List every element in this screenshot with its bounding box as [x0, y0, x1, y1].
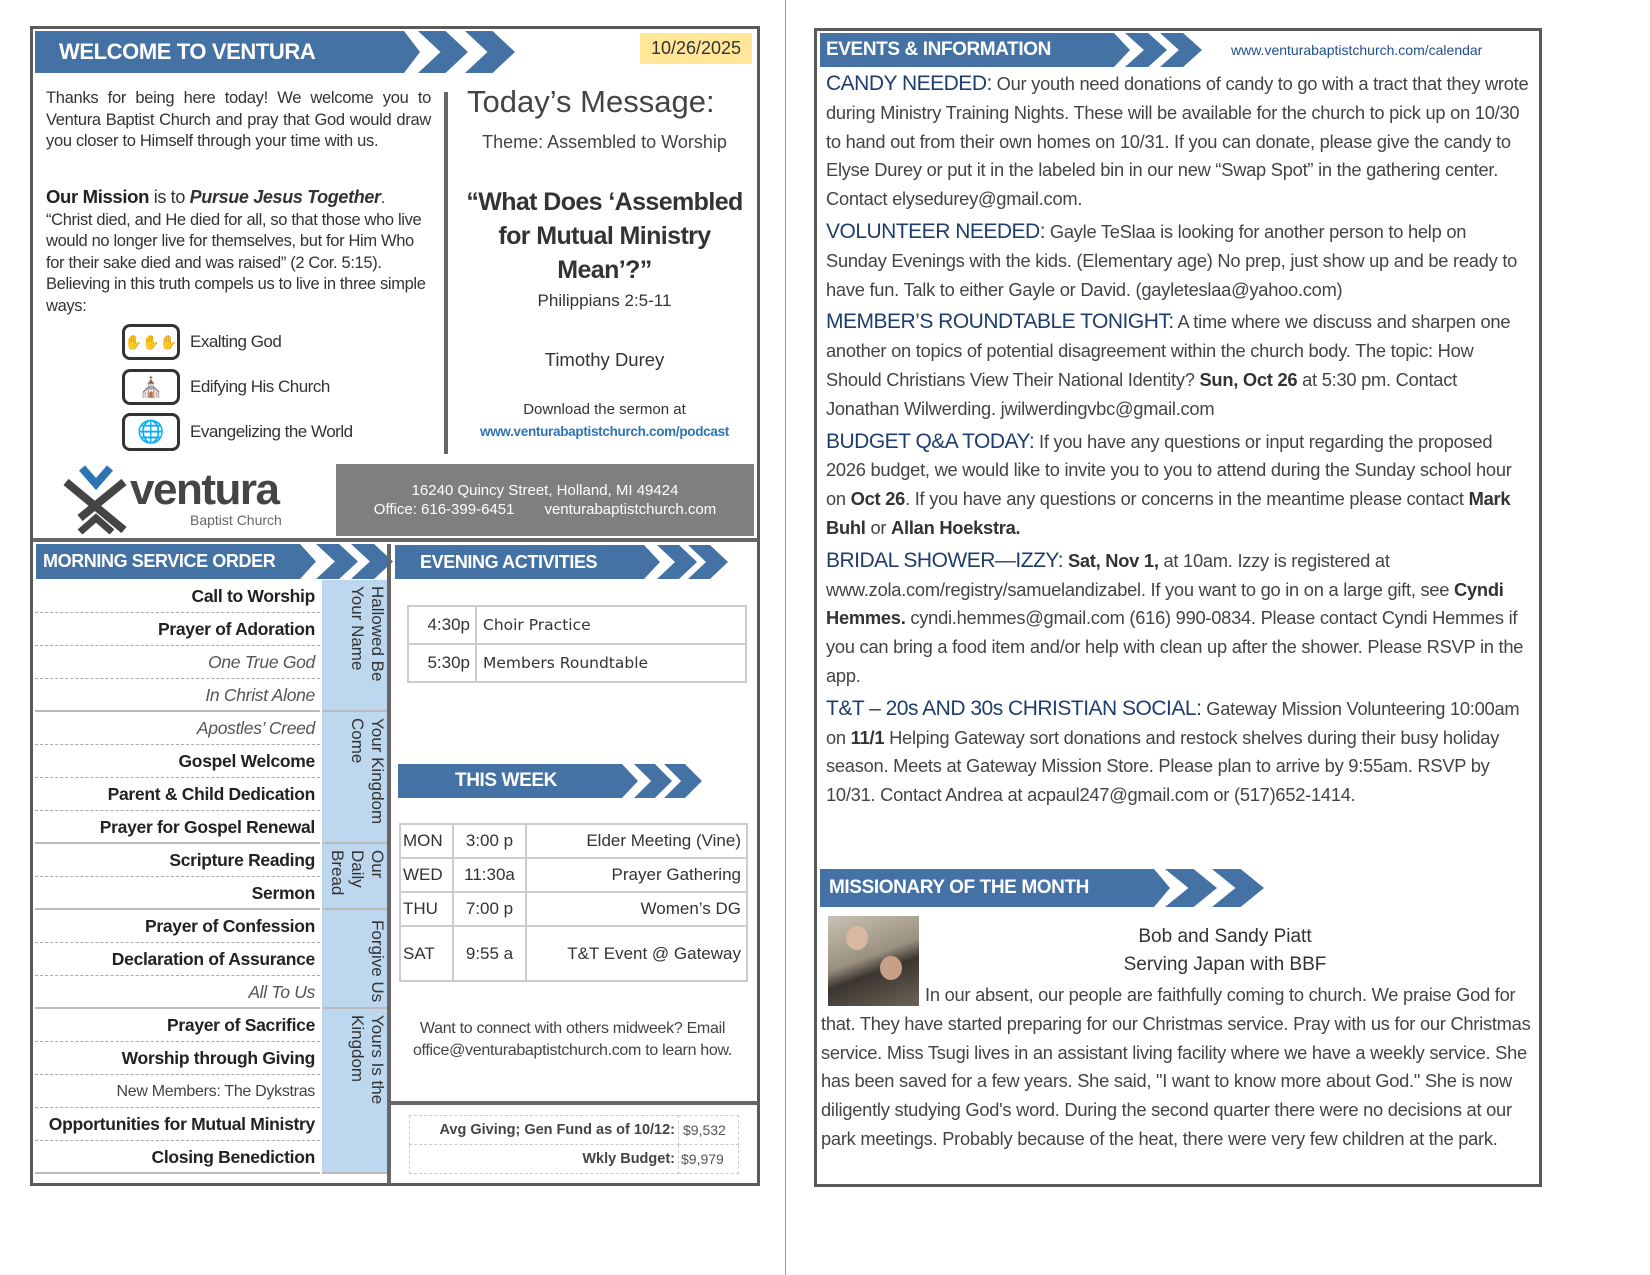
events-list: [826, 70, 1531, 814]
church-website[interactable]: venturabaptistchurch.com: [544, 501, 717, 518]
event-highlight: 11/1: [850, 726, 885, 748]
morning-service-heading: MORNING SERVICE ORDER: [43, 551, 276, 571]
missionary-body: In our absent, our people are faithfully coming to church. We praise God for that. They have started preparing for our Christmas service. Pray with us for our Christmas service. Miss Tsugi lives in an assistant living facility where we have a weekly service. She has been saved for a few years. She said, "I want to know more about God." She is now diligently studying God's word. During the second quarter there were no decisions at our park meetings. Probably because of the heat, there were very few children at the park.: [821, 984, 1531, 1149]
event-highlight: Sun, Oct 26: [1199, 368, 1298, 390]
event-highlight: Sat, Nov 1,: [1067, 549, 1159, 571]
way-exalting: [122, 324, 281, 360]
evening-time: 4:30p: [408, 606, 476, 644]
service-section-label: Yours Is the Kingdom: [322, 1009, 387, 1174]
event-item: [826, 218, 1531, 304]
mission-is-to: is to: [149, 187, 190, 207]
this-week-banner: [398, 764, 703, 798]
globe-icon: 🌐: [122, 413, 180, 451]
event-title: VOLUNTEER NEEDED:: [826, 219, 1046, 243]
giving-table: [409, 1115, 739, 1174]
avg-giving-value: $9,532: [679, 1116, 739, 1145]
service-item: Declaration of Assurance: [35, 943, 320, 976]
way-label: Exalting God: [190, 332, 282, 351]
service-item: Call to Worship: [35, 580, 320, 613]
table-row: [410, 1116, 739, 1145]
missionary-heading: MISSIONARY OF THE MONTH: [829, 877, 1089, 898]
this-week-table: [399, 823, 748, 982]
message-rule: [444, 92, 448, 454]
evening-activity: Choir Practice: [476, 606, 746, 644]
welcome-intro: Thanks for being here today! We welcome you to Ventura Baptist Church and pray that God would draw you closer to Himself through your time with us.: [46, 89, 431, 150]
event-text: Our youth need donations of candy to go with a tract that they wrote during Ministry Training Nights. These will be available for the church to pick up on 10/30 to hand out from their own homes on 10/31. If you can donate, please give the candy to Elyse Durey or put it in the labeled bin in our new “Swap Spot” in the gathering center. Contact elysedurey@gmail.com.: [826, 73, 1529, 210]
service-item: Scripture Reading: [35, 844, 320, 877]
service-item: Prayer of Confession: [35, 910, 320, 943]
message-theme: Theme: Assembled to Worship: [482, 132, 727, 152]
event-text: If you have any questions or input regarding the proposed 2026 budget, we would like to invite you to you to attend during the Sunday school hour on: [826, 430, 1512, 510]
todays-message: [452, 84, 757, 439]
event-text: Gateway Mission Volunteering 10:00am on: [826, 697, 1520, 748]
logo-name: ventura: [130, 465, 279, 514]
section-divider: [33, 538, 758, 542]
mission-label: Our Mission: [46, 186, 150, 207]
event-text: . If you have any questions or concerns in the meantime please contact: [905, 488, 1469, 510]
events-heading: EVENTS & INFORMATION: [826, 39, 1051, 60]
welcome-banner: [35, 31, 505, 73]
service-item: Parent & Child Dedication: [35, 778, 320, 811]
date-badge: 10/26/2025: [640, 33, 752, 64]
event-text: cyndi.hemmes@gmail.com (616) 990-0834. Please contact Cyndi Hemmes if you can bring a food item and/or help with clean up after the shower. Please RSVP in the app.: [826, 607, 1524, 686]
evening-time: 5:30p: [408, 644, 476, 682]
hands-raised-icon: ✋✋✋: [122, 324, 180, 360]
event-highlight: Oct 26: [850, 488, 906, 510]
morning-service-banner: [36, 544, 386, 579]
section-divider: [390, 1101, 758, 1105]
mission-text: “Christ died, and He died for all, so that those who live would no longer live for themselves, but for Him Who for their sake died and was raised” (2 Cor. 5:15). Believing in this truth compels us to live in three simple ways:: [46, 210, 426, 315]
service-order-list: [35, 580, 387, 1175]
evening-activities-heading: EVENING ACTIVITIES: [420, 551, 598, 572]
service-item: New Members: The Dykstras: [35, 1075, 320, 1108]
avg-giving-label: Avg Giving; Gen Fund as of 10/12:: [410, 1116, 679, 1145]
event-text: at 10am. Izzy is registered at www.zola.com/registry/samuelandizabel. If you want to go in on a large gift, see: [826, 549, 1455, 600]
table-row: MON 3:00 p Elder Meeting (Vine): [400, 824, 747, 858]
event-item: [826, 308, 1531, 423]
event-item: [826, 70, 1531, 214]
budget-label: Wkly Budget:: [410, 1145, 679, 1174]
podcast-link[interactable]: www.venturabaptistchurch.com/podcast: [480, 424, 729, 439]
event-highlight: Allan Hoekstra.: [891, 516, 1021, 538]
event-title: CANDY NEEDED:: [826, 72, 992, 95]
connect-midweek: Want to connect with others midweek? Email office@venturabaptistchurch.com to learn how.: [412, 1020, 733, 1059]
sermon-scripture: Philippians 2:5-11: [537, 291, 672, 310]
way-label: Evangelizing the World: [190, 422, 353, 441]
logo-subtitle: Baptist Church: [190, 512, 282, 528]
event-text: Gayle TeSlaa is looking for another person to help on Sunday Evenings with the kids. (Elementary age) No prep, just show up and be ready to have fun. Talk to either Gayle or David. (gayleteslaa@yahoo.com): [826, 220, 1518, 300]
event-item: [826, 428, 1531, 543]
service-item: One True God: [35, 646, 320, 679]
evening-activity: Members Roundtable: [476, 644, 746, 682]
missionary-serving: Serving Japan with BBF: [1123, 954, 1327, 975]
service-section-label: Hallowed Be Your Name: [322, 580, 387, 712]
mission-end: .: [380, 189, 385, 207]
this-week-heading: THIS WEEK: [455, 770, 557, 791]
way-evangelizing: [122, 413, 353, 451]
way-edifying: [122, 369, 330, 405]
event-text: at 5:30 pm. Contact Jonathan Wilwerding. jwilwerdingvbc@gmail.com: [826, 368, 1457, 419]
message-heading: Today’s Message:: [467, 84, 715, 119]
event-title: T&T – 20s AND 30s CHRISTIAN SOCIAL:: [826, 696, 1202, 720]
table-row: [408, 606, 746, 644]
table-row: THU 7:00 p Women’s DG: [400, 892, 747, 926]
event-title: BUDGET Q&A TODAY:: [826, 429, 1035, 453]
event-text: A time where we discuss and sharpen one another on topics of potential disagreement within the church body. The topic: How Should Christians View Their National Identity?: [826, 311, 1511, 390]
evening-table: [407, 605, 747, 683]
service-item: Prayer of Adoration: [35, 613, 320, 646]
logo-mark-icon: [60, 462, 132, 534]
service-item: Closing Benediction: [35, 1141, 320, 1174]
event-item: [826, 695, 1531, 810]
service-rule: [387, 544, 391, 1184]
office-phone: Office: 616-399-6451: [373, 501, 515, 518]
service-item: Sermon: [35, 877, 320, 910]
service-item: In Christ Alone: [35, 679, 320, 712]
service-item: Prayer of Sacrifice: [35, 1009, 320, 1042]
sermon-title: “What Does ‘Assembled for Mutual Ministry Mean’?”: [466, 188, 743, 284]
event-text: Helping Gateway sort donations and restock shelves during their busy holiday season. Meets at Gateway Mission Store. Please plan to arrive by 9:55am. RSVP by 10/31. Contact Andrea at acpaul247@gmail.com or (517)652-1414.: [826, 726, 1500, 806]
group-divider: [35, 1172, 320, 1174]
table-row: [410, 1145, 739, 1174]
event-title: MEMBER’S ROUNDTABLE TONIGHT:: [826, 310, 1174, 334]
events-banner: [820, 33, 1205, 67]
table-row: WED 11:30a Prayer Gathering: [400, 858, 747, 892]
event-highlight: Cyndi Hemmes.: [826, 578, 1504, 629]
service-item: Worship through Giving: [35, 1042, 320, 1075]
download-label: Download the sermon at: [523, 401, 686, 418]
missionary-banner: [820, 869, 1265, 907]
event-text: or: [865, 516, 892, 538]
service-section-label: Our Daily Bread: [322, 844, 387, 910]
event-item: [826, 547, 1531, 691]
service-item: All To Us: [35, 976, 320, 1009]
event-title: BRIDAL SHOWER—IZZY:: [826, 548, 1064, 572]
way-label: Edifying His Church: [190, 377, 330, 396]
service-item: Opportunities for Mutual Ministry: [35, 1108, 320, 1141]
missionary-names: [920, 923, 1530, 979]
page-divider: [785, 0, 786, 1275]
service-item: Apostles’ Creed: [35, 712, 320, 745]
mission-italic: Pursue Jesus Together: [189, 187, 381, 207]
event-highlight: Mark Buhl: [826, 488, 1511, 538]
mission-statement: [46, 186, 436, 317]
welcome-heading: WELCOME TO VENTURA: [59, 39, 316, 64]
calendar-link[interactable]: www.venturabaptistchurch.com/calendar: [1231, 42, 1483, 58]
evening-activities-banner: [395, 545, 725, 579]
budget-value: $9,979: [679, 1145, 739, 1174]
service-section-label: Forgive Us: [322, 910, 387, 1009]
table-row: [408, 644, 746, 682]
missionary-name: Bob and Sandy Piatt: [1138, 926, 1312, 947]
service-section-label: Your Kingdom Come: [322, 712, 387, 844]
church-address: 16240 Quincy Street, Holland, MI 49424: [411, 482, 679, 499]
service-item: Gospel Welcome: [35, 745, 320, 778]
church-icon: ⛪: [122, 369, 180, 405]
service-item: Prayer for Gospel Renewal: [35, 811, 320, 844]
contact-box: [336, 464, 754, 536]
ventura-logo: [60, 462, 310, 534]
sermon-speaker: Timothy Durey: [544, 349, 665, 370]
table-row: SAT 9:55 a T&T Event @ Gateway: [400, 926, 747, 981]
